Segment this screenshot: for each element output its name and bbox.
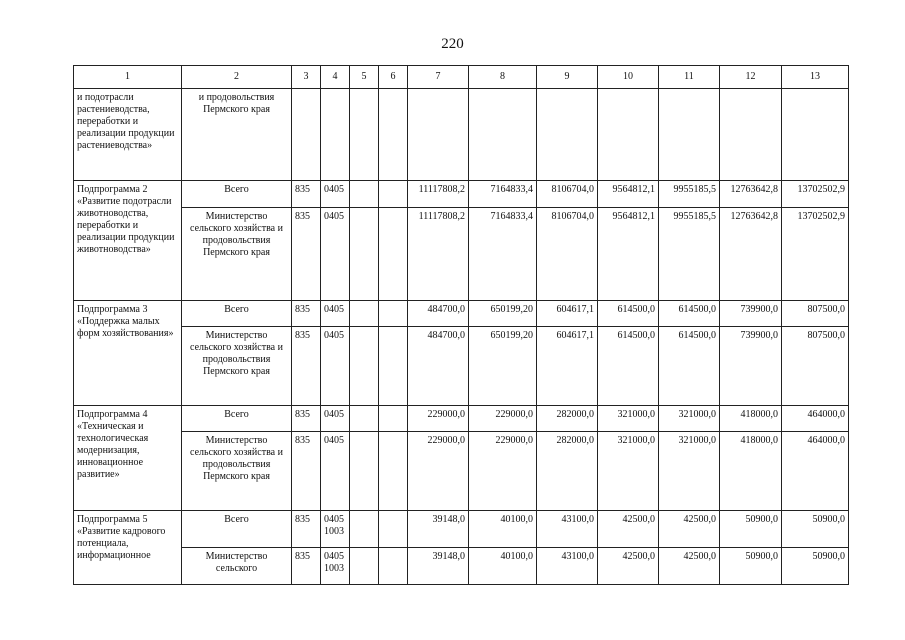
value-cell: 40100,0 [469,511,537,548]
code-cell: 835 [292,327,321,406]
value-cell: 807500,0 [782,301,849,327]
code-cell: 835 [292,406,321,432]
column-header: 10 [598,66,659,89]
value-cell: 321000,0 [659,406,720,432]
value-cell: 418000,0 [720,432,782,511]
value-cell: 13702502,9 [782,181,849,208]
value-cell: 464000,0 [782,406,849,432]
table-row [74,432,849,511]
value-cell: 321000,0 [659,432,720,511]
executor-cell: Министерство сельского хозяйства и продовольствия Пермского края [182,432,292,511]
column-header: 3 [292,66,321,89]
code-cell: 0405 1003 [321,511,350,548]
value-cell: 321000,0 [598,432,659,511]
code-cell: 835 [292,432,321,511]
column-header: 6 [379,66,408,89]
column-header: 12 [720,66,782,89]
code-cell [379,406,408,432]
code-cell [350,208,379,301]
value-cell: 229000,0 [469,432,537,511]
value-cell: 12763642,8 [720,181,782,208]
code-cell: 0405 [321,301,350,327]
code-cell [379,181,408,208]
page-number: 220 [441,36,464,52]
executor-cell: и продовольствия Пермского края [182,89,292,181]
program-name-cell: Подпрограмма 3 «Поддержка малых форм хозяйствования» [74,301,182,406]
value-cell: 229000,0 [469,406,537,432]
value-cell: 650199,20 [469,327,537,406]
value-cell: 229000,0 [408,432,469,511]
table-cell [598,89,659,181]
table-cell [379,89,408,181]
value-cell: 42500,0 [659,511,720,548]
program-name-cell: и подотрасли растениеводства, переработки и реализации продукции растениеводства» [74,89,182,181]
value-cell: 39148,0 [408,511,469,548]
table-cell [720,89,782,181]
program-name-cell: Подпрограмма 4 «Техническая и технологическая модернизация, инновационное развитие» [74,406,182,511]
executor-cell: Всего [182,511,292,548]
code-cell: 0405 [321,432,350,511]
code-cell: 835 [292,511,321,548]
executor-cell: Министерство сельского хозяйства и продовольствия Пермского края [182,327,292,406]
table-row [74,327,849,406]
code-cell: 835 [292,181,321,208]
value-cell: 43100,0 [537,511,598,548]
value-cell: 7164833,4 [469,208,537,301]
executor-cell: Всего [182,301,292,327]
value-cell: 321000,0 [598,406,659,432]
value-cell: 50900,0 [720,511,782,548]
value-cell: 614500,0 [659,301,720,327]
code-cell [350,301,379,327]
value-cell: 50900,0 [720,548,782,585]
value-cell: 739900,0 [720,327,782,406]
value-cell: 282000,0 [537,432,598,511]
code-cell [350,181,379,208]
value-cell: 42500,0 [659,548,720,585]
table-row [74,548,849,585]
value-cell: 9564812,1 [598,181,659,208]
code-cell: 835 [292,548,321,585]
value-cell: 50900,0 [782,548,849,585]
column-header: 9 [537,66,598,89]
table-cell [321,89,350,181]
column-header: 4 [321,66,350,89]
code-cell [350,432,379,511]
value-cell: 464000,0 [782,432,849,511]
column-header: 8 [469,66,537,89]
code-cell [379,548,408,585]
value-cell: 614500,0 [659,327,720,406]
value-cell: 739900,0 [720,301,782,327]
table-cell [782,89,849,181]
column-header: 1 [74,66,182,89]
budget-table [73,65,849,585]
executor-cell: Министерство сельского [182,548,292,585]
table-cell [350,89,379,181]
value-cell: 614500,0 [598,327,659,406]
value-cell: 614500,0 [598,301,659,327]
table-row [74,208,849,301]
value-cell: 604617,1 [537,327,598,406]
value-cell: 8106704,0 [537,208,598,301]
value-cell: 282000,0 [537,406,598,432]
value-cell: 42500,0 [598,511,659,548]
value-cell: 7164833,4 [469,181,537,208]
table-row [74,89,849,181]
value-cell: 11117808,2 [408,208,469,301]
code-cell: 0405 [321,181,350,208]
table-cell [537,89,598,181]
column-header: 7 [408,66,469,89]
code-cell [379,208,408,301]
table-row [74,181,849,208]
executor-cell: Всего [182,181,292,208]
value-cell: 9955185,5 [659,208,720,301]
code-cell: 0405 [321,208,350,301]
code-cell: 835 [292,208,321,301]
table-row [74,406,849,432]
code-cell [350,406,379,432]
column-header: 5 [350,66,379,89]
column-header: 11 [659,66,720,89]
value-cell: 13702502,9 [782,208,849,301]
executor-cell: Министерство сельского хозяйства и продовольствия Пермского края [182,208,292,301]
value-cell: 11117808,2 [408,181,469,208]
executor-cell: Всего [182,406,292,432]
value-cell: 9564812,1 [598,208,659,301]
value-cell: 50900,0 [782,511,849,548]
program-name-cell: Подпрограмма 5 «Развитие кадрового потенциала, информационное [74,511,182,585]
code-cell [379,511,408,548]
program-name-cell: Подпрограмма 2 «Развитие подотрасли животноводства, переработки и реализации продукции животноводства» [74,181,182,301]
column-header: 2 [182,66,292,89]
table-row [74,301,849,327]
value-cell: 12763642,8 [720,208,782,301]
code-cell: 0405 [321,406,350,432]
value-cell: 42500,0 [598,548,659,585]
table-cell [659,89,720,181]
code-cell [379,327,408,406]
value-cell: 229000,0 [408,406,469,432]
value-cell: 39148,0 [408,548,469,585]
code-cell [350,327,379,406]
code-cell: 835 [292,301,321,327]
value-cell: 484700,0 [408,327,469,406]
table-cell [408,89,469,181]
value-cell: 484700,0 [408,301,469,327]
code-cell [379,301,408,327]
table-row [74,511,849,548]
value-cell: 43100,0 [537,548,598,585]
table-cell [292,89,321,181]
value-cell: 8106704,0 [537,181,598,208]
header-row [74,66,849,89]
value-cell: 807500,0 [782,327,849,406]
value-cell: 40100,0 [469,548,537,585]
code-cell [379,432,408,511]
column-header: 13 [782,66,849,89]
value-cell: 650199,20 [469,301,537,327]
table-cell [469,89,537,181]
value-cell: 604617,1 [537,301,598,327]
code-cell: 0405 1003 [321,548,350,585]
code-cell: 0405 [321,327,350,406]
value-cell: 418000,0 [720,406,782,432]
code-cell [350,511,379,548]
code-cell [350,548,379,585]
value-cell: 9955185,5 [659,181,720,208]
